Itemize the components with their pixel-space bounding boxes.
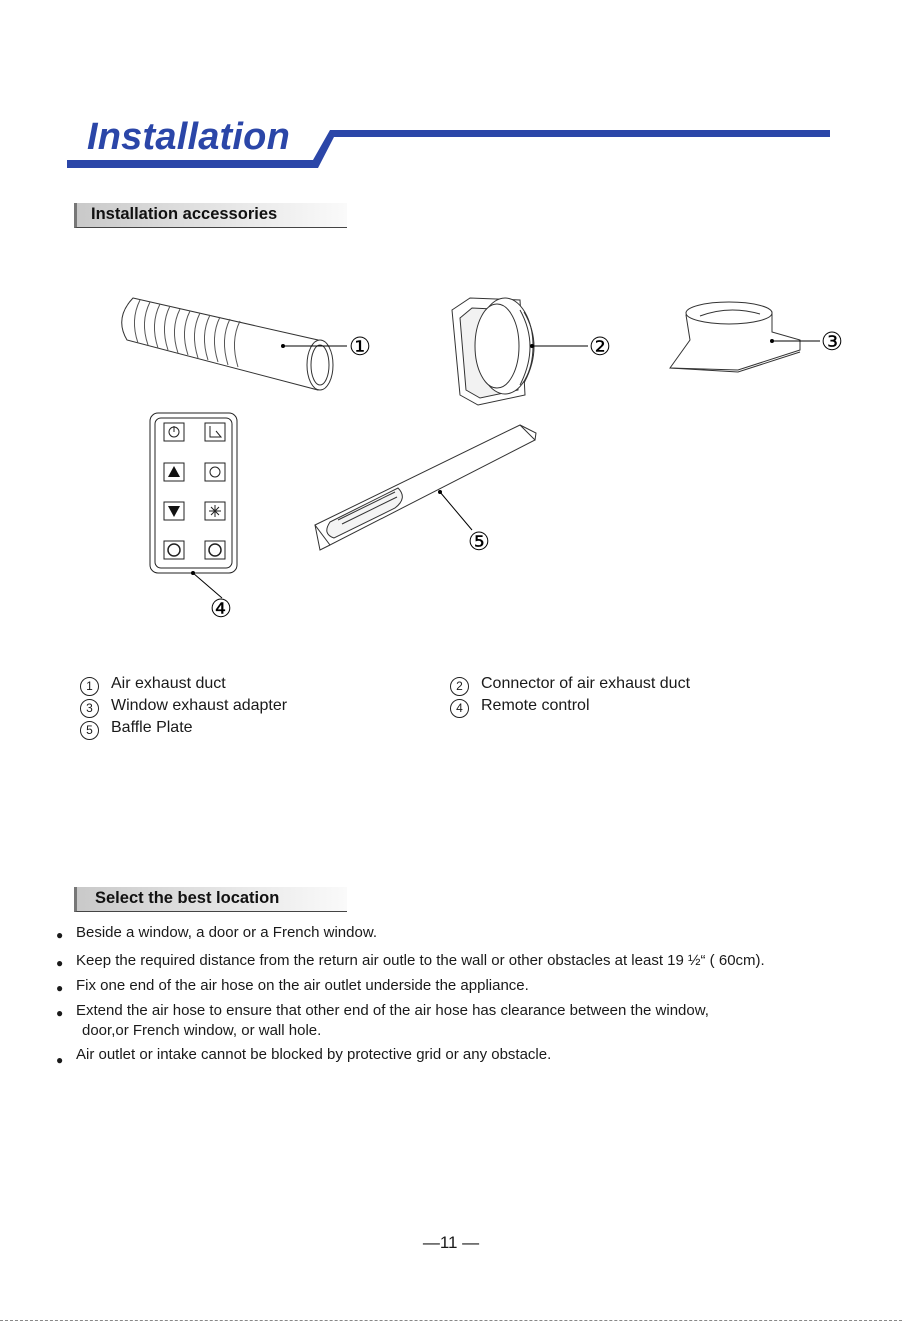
legend-item-4 xyxy=(450,697,590,718)
legend-number: 4 xyxy=(450,699,469,718)
callout-3: ③ xyxy=(820,328,844,356)
legend-item-3 xyxy=(80,697,287,718)
legend-number: 2 xyxy=(450,677,469,696)
legend-label: Window exhaust adapter xyxy=(111,697,288,714)
page-number: —11 — xyxy=(422,1233,480,1252)
legend-number: 1 xyxy=(80,677,99,696)
legend-number: 3 xyxy=(80,699,99,718)
location-bullet-list xyxy=(54,923,874,1065)
legend-label: Baffle Plate xyxy=(111,719,193,736)
duct-connector-drawing xyxy=(452,298,534,405)
bullet-item: ● Extend the air hose to ensure that other end of the air hose has clearance between the window, xyxy=(54,1001,874,1021)
bullet-dot: ● xyxy=(56,1053,64,1067)
legend-label: Connector of air exhaust duct xyxy=(481,675,691,692)
bullet-continuation: door,or French window, or wall hole. xyxy=(82,1022,322,1039)
bullet-dot: ● xyxy=(56,956,64,970)
callout-4: ④ xyxy=(209,595,233,623)
callout-2: ② xyxy=(588,333,612,361)
footer-divider xyxy=(0,1320,902,1321)
bullet-item: ● Fix one end of the air hose on the air outlet underside the appliance. xyxy=(54,976,874,996)
section-header-label: Select the best location xyxy=(95,889,280,907)
remote-control-drawing xyxy=(150,413,237,573)
bullet-item: ● Beside a window, a door or a French window. xyxy=(54,923,874,943)
legend-item-1 xyxy=(80,675,226,696)
page-title: Installation xyxy=(87,116,290,158)
section-header-accessories xyxy=(74,203,347,228)
section-header-location xyxy=(74,887,347,912)
title-banner xyxy=(0,0,902,200)
legend-label: Remote control xyxy=(481,697,590,714)
legend-item-2 xyxy=(450,675,690,696)
baffle-plate-drawing xyxy=(315,425,536,550)
callout-1: ① xyxy=(348,333,372,361)
legend-number: 5 xyxy=(80,721,99,740)
legend-item-5 xyxy=(80,719,193,740)
bullet-dot: ● xyxy=(56,981,64,995)
bullet-dot: ● xyxy=(56,928,64,942)
bullet-item: ● Air outlet or intake cannot be blocked by protective grid or any obstacle. xyxy=(54,1045,874,1065)
legend-label: Air exhaust duct xyxy=(111,675,226,692)
window-adapter-drawing xyxy=(670,302,800,372)
bullet-item: ● Keep the required distance from the return air outle to the wall or other obstacles at least 19 ½“ ( 60cm). xyxy=(54,951,874,971)
accessories-illustration xyxy=(0,280,902,640)
section-header-label: Installation accessories xyxy=(91,205,278,223)
air-exhaust-duct-drawing xyxy=(122,298,333,390)
bullet-dot: ● xyxy=(56,1006,64,1020)
callout-5: ⑤ xyxy=(467,528,491,556)
